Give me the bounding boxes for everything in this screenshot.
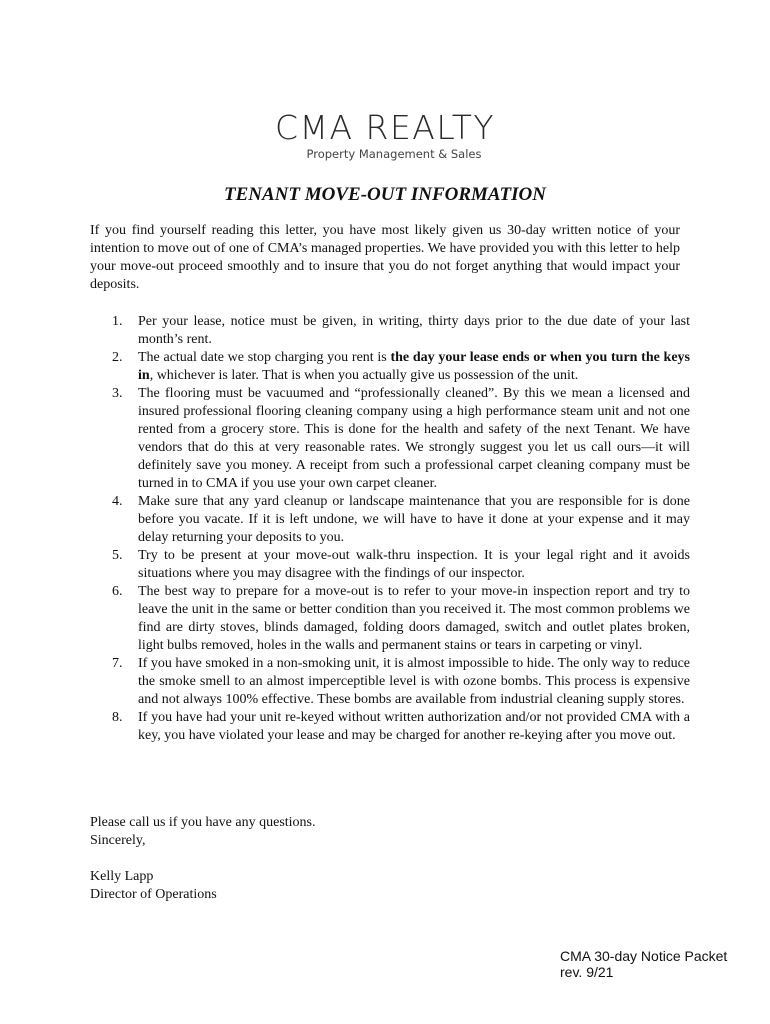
list-item-text: The flooring must be vacuumed and “professionally cleaned”. By this we mean a licensed and insured professional flooring cleaning company using a high performance steam unit and not one rented from a grocery store. This is done for the health and safety of the next Tenant. We have vendors that do this at very reasonable rates. We strongly suggest you let us call ours—it will definitely save you money. A receipt from such a professional carpet cleaning company must be turned in to CMA if you use your own carpet cleaner. xyxy=(138,386,690,491)
logo-tagline: Property Management & Sales xyxy=(306,147,482,161)
list-item xyxy=(90,655,690,709)
signature-block xyxy=(90,868,217,904)
list-item-number: 6. xyxy=(112,584,123,599)
list-item-number: 2. xyxy=(112,350,123,365)
list-item-number: 3. xyxy=(112,386,123,401)
list-item xyxy=(90,583,690,655)
footer-document-name: CMA 30-day Notice Packet xyxy=(560,948,728,964)
list-item-text: The best way to prepare for a move-out is to refer to your move-in inspection report and try to leave the unit in the same or better condition than you received it. The most common problems we find are dirty stoves, blinds damaged, folding doors damaged, switch and outlet plates broken, light bulbs removed, holes in the walls and permanent stains or tears in carpeting or vinyl. xyxy=(138,584,690,653)
list-item xyxy=(90,493,690,547)
list-item xyxy=(90,349,690,385)
list-item xyxy=(90,385,690,493)
list-item-number: 1. xyxy=(112,314,123,329)
logo-realty: REALTY xyxy=(365,108,496,147)
list-item-text-after: , whichever is later. That is when you actually give us possession of the unit. xyxy=(149,368,579,383)
list-item-bold-text: the day your lease ends or when you turn the keys in xyxy=(138,350,690,383)
signer-name: Kelly Lapp xyxy=(90,869,154,884)
list-item-text: The actual date we stop charging you rent is xyxy=(138,350,391,365)
list-item-text: Make sure that any yard cleanup or landscape maintenance that you are responsible for is done before you vacate. If it is left undone, we will have to have it done at your expense and it may delay returning your deposits to you. xyxy=(138,494,690,545)
instructions-list xyxy=(90,313,690,745)
salutation: Sincerely, xyxy=(90,833,146,848)
list-item xyxy=(90,547,690,583)
closing-line: Please call us if you have any questions. xyxy=(90,815,316,830)
footer-note xyxy=(560,948,727,980)
document-title: TENANT MOVE-OUT INFORMATION xyxy=(224,184,546,205)
footer-revision: rev. 9/21 xyxy=(560,964,614,980)
list-item-number: 7. xyxy=(112,656,123,671)
list-item-text: Per your lease, notice must be given, in writing, thirty days prior to the due date of your last month’s rent. xyxy=(138,314,690,347)
list-item-text: If you have smoked in a non-smoking unit, it is almost impossible to hide. The only way to reduce the smoke smell to an almost imperceptible level is with ozone bombs. This process is expensive and not always 100% effective. These bombs are available from industrial cleaning supply stores. xyxy=(138,656,690,707)
list-item xyxy=(90,313,690,349)
logo-cma: CMA xyxy=(274,108,354,147)
list-item xyxy=(90,709,690,745)
list-item-number: 5. xyxy=(112,548,123,563)
list-item-number: 8. xyxy=(112,710,123,725)
signer-role: Director of Operations xyxy=(90,887,217,902)
closing-block xyxy=(90,814,316,850)
intro-paragraph: If you find yourself reading this letter, you have most likely given us 30-day written notice of your intention to move out of one of CMA’s managed properties. We have provided you with this letter to help your move-out proceed smoothly and to insure that you do not forget anything that would impact your deposits. xyxy=(90,223,681,292)
list-item-number: 4. xyxy=(112,494,123,509)
list-item-text: If you have had your unit re-keyed without written authorization and/or not provided CMA with a key, you have violated your lease and may be charged for another re-keying after you move out. xyxy=(138,710,690,743)
list-item-text: Try to be present at your move-out walk-thru inspection. It is your legal right and it avoids situations where you may disagree with the findings of our inspector. xyxy=(138,548,690,581)
logo-wordmark xyxy=(0,108,770,148)
company-logo xyxy=(0,108,770,161)
